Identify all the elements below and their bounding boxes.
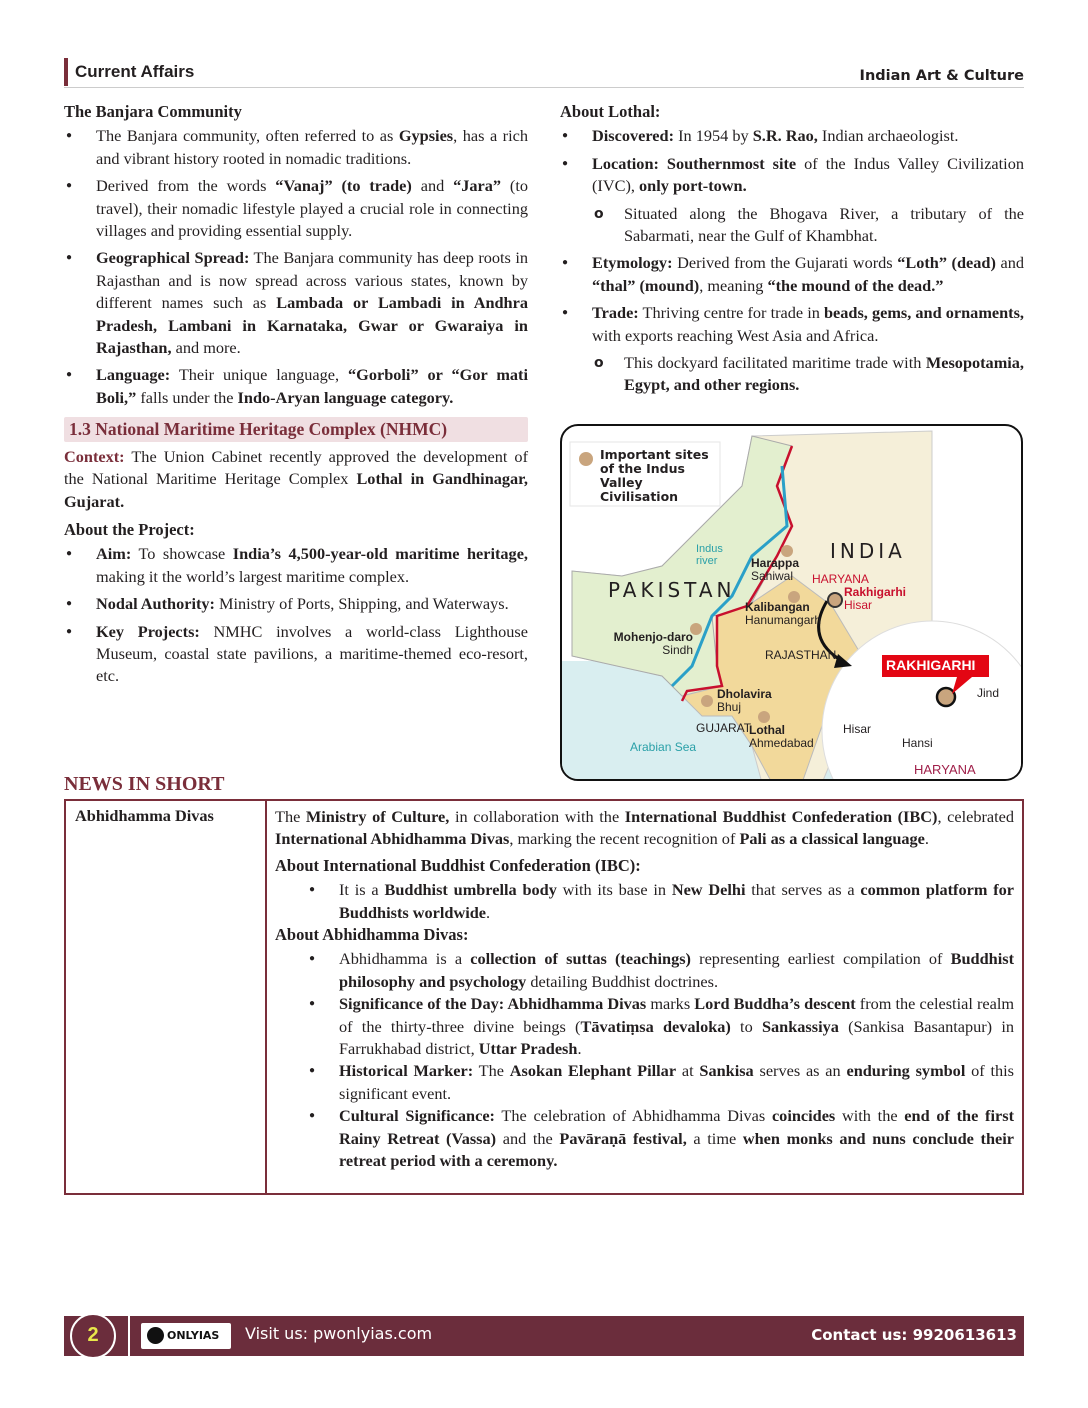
list-item [64, 543, 528, 588]
text: serves as an [753, 1061, 847, 1081]
bold-text: “thal” (mound) [592, 275, 700, 295]
bold-text: beads, gems, and ornaments, [823, 303, 1024, 323]
news-in-short-title: NEWS IN SHORT [64, 773, 225, 795]
text: and [411, 176, 454, 196]
text: This dockyard facilitated maritime trade with [624, 353, 926, 373]
map-label-gujarat: GUJARAT [696, 721, 752, 735]
text: in collaboration with the [449, 807, 625, 826]
text: (Sankisa Basantapur) in Farrukhabad district, [339, 1016, 1015, 1059]
lothal-title: About Lothal: [560, 102, 661, 121]
text: (to travel), their nomadic lifestyle played a crucial role in connecting villages and providing essential supply. [96, 176, 529, 241]
footer [64, 1316, 1024, 1356]
nmhc-list [64, 543, 528, 687]
text: with the [835, 1106, 905, 1126]
text: from the celestial realm of the thirty-three divine beings ( [339, 994, 1015, 1036]
text: , celebrated [937, 807, 1014, 826]
text: Derived from the words [96, 176, 276, 196]
news-topic: Abhidhamma Divas [66, 801, 267, 1193]
list-item [560, 252, 1024, 297]
text: with exports reaching West Asia and Africa. [592, 325, 879, 345]
text: The [275, 807, 306, 826]
text: It is a [339, 880, 385, 900]
website-link[interactable]: Visit us: pwonlyias.com [245, 1324, 433, 1343]
banjara-list [64, 125, 528, 409]
text: and the [496, 1128, 560, 1148]
map-label-haryana: HARYANA [812, 572, 869, 586]
bold-text: Nodal Authority: [96, 594, 215, 614]
bold-text: “Loth” (dead) [897, 253, 996, 273]
bold-text: Buddhist philosophy and psychology [339, 949, 1015, 991]
list-item [64, 364, 528, 409]
bold-text: Uttar Pradesh [478, 1039, 578, 1059]
abhidhamma-title: About Abhidhamma Divas: [275, 925, 469, 945]
bold-text: Cultural Significance: [339, 1106, 495, 1126]
news-table [64, 799, 1024, 1195]
list-item [560, 153, 1024, 198]
text: NMHC involves a world-class Lighthouse Museum, coastal state pavilions, a maritime-themed eco-resort, etc. [96, 621, 528, 686]
inset-label-rakhigarhi: RAKHIGARHI [886, 657, 976, 673]
text: Their unique language, [170, 365, 349, 385]
text: with its base in [556, 880, 672, 900]
sub-list-item [560, 203, 1024, 248]
bold-text: “Gorboli” or “Gor mati Boli,” [96, 365, 528, 407]
text: , meaning [699, 275, 768, 295]
bold-text: Gypsies [398, 126, 454, 146]
bold-text: “Vanaj” (to trade) [275, 176, 412, 196]
bold-text: Asokan Elephant Pillar [509, 1061, 677, 1081]
bold-text: Tāvatiṃsa devaloka) [580, 1016, 731, 1036]
list-item [64, 247, 528, 359]
map-label-pakistan: PAKISTAN [608, 578, 736, 602]
text: In 1954 by [674, 126, 753, 146]
bold-text: collection of suttas (teachings) [470, 949, 691, 969]
list-item [275, 948, 1014, 993]
bold-text: Trade: [592, 303, 639, 323]
inset-label-jind: Jind [977, 686, 1000, 700]
list-item [275, 879, 1014, 924]
site-rakhigarhi: Rakhigarhi Hisar [844, 585, 907, 612]
text: . [486, 902, 491, 922]
map-label-india: INDIA [830, 539, 906, 563]
bold-text: only port-town. [639, 176, 747, 196]
text: of this significant event. [339, 1061, 1015, 1103]
text: and more. [171, 338, 241, 358]
text: Indian archaeologist. [817, 126, 959, 146]
text: a time [686, 1128, 743, 1148]
bold-text: India’s 4,500-year-old maritime heritage, [232, 544, 528, 564]
list-item [275, 1105, 1014, 1172]
bold-text: coincides [771, 1106, 836, 1126]
list-item [560, 125, 1024, 147]
bold-text: Significance of the Day: Abhidhamma Divas [339, 994, 647, 1014]
bold-text: “the mound of the dead.” [767, 275, 944, 295]
text: of the Indus Valley Civilization (IVC), [592, 153, 1024, 196]
text: falls under the [136, 387, 238, 407]
text: Situated along the Bhogava River, a tributary of the Sabarmati, near the Gulf of Khambhat. [624, 203, 1024, 246]
bold-text: Mesopotamia, Egypt, and other regions. [624, 353, 1024, 395]
footer-divider [128, 1316, 130, 1356]
abhidhamma-list [275, 948, 1014, 1172]
text: To showcase [131, 544, 233, 564]
right-column [560, 101, 1024, 402]
bold-text: Sankassiya [761, 1016, 839, 1036]
bold-text: Location: Southernmost site [592, 153, 797, 173]
banjara-title: The Banjara Community [64, 102, 242, 121]
bold-text: International Abhidhamma Divas [275, 829, 510, 849]
list-item [64, 621, 528, 688]
text: The Banjara community, often referred to as [96, 126, 399, 146]
text: , marking the recent recognition of [509, 829, 740, 849]
sub-list-item [560, 352, 1024, 397]
indus-valley-map [560, 424, 1023, 781]
text: . [924, 829, 929, 849]
nmhc-heading: 1.3 National Maritime Heritage Complex (NHMC) [64, 417, 528, 441]
site-kalibangan: Kalibangan Hanumangarh [745, 600, 822, 627]
ibc-list [275, 879, 1014, 924]
text: that serves as a [745, 880, 861, 900]
list-item [275, 1060, 1014, 1105]
bold-text: New Delhi [671, 880, 746, 900]
onlyias-logo: ONLYIAS [141, 1323, 231, 1349]
contact-number: Contact us: 9920613613 [811, 1326, 1017, 1344]
text: Abhidhamma is a [339, 949, 471, 969]
bold-text: Pali as a classical language [739, 829, 925, 849]
list-item [275, 993, 1014, 1060]
inset-label-hansi: Hansi [902, 736, 933, 750]
text: The Banjara community has deep roots in Rajasthan and is now spread across various states, known by different names such as [96, 248, 528, 313]
bold-text: Language: [96, 365, 171, 385]
text: Ministry of Ports, Shipping, and Waterways. [214, 594, 509, 614]
site-lothal: Lothal Ahmedabad [749, 723, 814, 750]
bold-text: S.R. Rao, [752, 126, 818, 146]
bold-text: Sankisa [699, 1061, 754, 1081]
about-project-title: About the Project: [64, 519, 195, 539]
left-column [64, 101, 528, 693]
bold-text: Buddhist umbrella body [384, 880, 557, 900]
nmhc-context [64, 446, 528, 513]
text: making it the world’s largest maritime complex. [96, 566, 410, 586]
bold-text: Geographical Spread: [96, 248, 250, 268]
bold-text: Ministry of Culture, [305, 807, 450, 826]
lothal-list [560, 125, 1024, 396]
bold-text: common platform for Buddhists worldwide [339, 880, 1014, 922]
site-harappa: Harappa Sahiwal [751, 556, 800, 583]
text: The [473, 1061, 510, 1081]
text: Thriving centre for trade in [638, 303, 824, 323]
list-item [560, 302, 1024, 347]
bold-text: end of the first Rainy Retreat (Vassa) [339, 1106, 1014, 1148]
text: . [577, 1039, 582, 1059]
text: The celebration of Abhidhamma Divas [494, 1106, 772, 1126]
bold-text: Context: [64, 446, 125, 466]
bold-text: Discovered: [592, 126, 674, 146]
list-item [64, 175, 528, 242]
bold-text: Historical Marker: [339, 1061, 474, 1081]
text: and [995, 253, 1024, 273]
inset-label-haryana: HARYANA [914, 762, 976, 777]
bold-text: Lambada or Lambadi in Andhra Pradesh, Lambani in Karnataka, Gwar or Gwaraiya in Rajasthan, [96, 293, 528, 358]
bold-text: Key Projects: [96, 621, 200, 641]
bold-text: Lord Buddha’s descent [694, 994, 856, 1014]
text: at [676, 1061, 700, 1081]
legend-dot-icon [579, 452, 593, 466]
text: marks [646, 994, 695, 1014]
inset-label-hisar: Hisar [843, 722, 872, 736]
bold-text: Indo-Aryan language category. [237, 387, 454, 407]
map-label-rajasthan: RAJASTHAN [765, 648, 837, 662]
site-mohenjo-daro: Mohenjo-daro Sindh [613, 630, 693, 657]
header-divider [64, 87, 1024, 88]
text: detailing Buddhist doctrines. [526, 971, 719, 991]
bold-text: International Buddhist Confederation (IBC) [624, 807, 938, 826]
map-label-sea: Arabian Sea [630, 740, 697, 754]
text: The Union Cabinet recently approved the development of the National Maritime Heritage Complex [64, 446, 528, 489]
bold-text: Etymology: [592, 253, 673, 273]
bold-text: Pavāraṇā festival, [559, 1128, 687, 1148]
news-intro [275, 806, 1014, 851]
page-number: 2 [70, 1313, 116, 1359]
news-content [267, 801, 1022, 1193]
map-label-river: Indus river [696, 543, 723, 567]
text: representing earliest compilation of [690, 949, 951, 969]
site-dholavira: Dholavira Bhuj [717, 687, 772, 714]
subject-label: Indian Art & Culture [859, 68, 1024, 84]
bold-text: Aim: [96, 544, 132, 564]
list-item [64, 593, 528, 615]
ibc-title: About International Buddhist Confederation (IBC): [275, 855, 641, 875]
bold-text: when monks and nuns conclude their retreat period with a ceremony. [339, 1128, 1014, 1171]
text: , has a rich and vibrant history rooted in nomadic traditions. [96, 126, 528, 168]
map-legend: Important sites of the Indus Valley Civilisation [600, 447, 709, 504]
bold-text: enduring symbol [846, 1061, 966, 1081]
text: Derived from the Gujarati words [672, 253, 898, 273]
bold-text: Lothal in Gandhinagar, Gujarat. [64, 469, 528, 511]
text: to [730, 1016, 762, 1036]
list-item [64, 125, 528, 170]
section-label: Current Affairs [64, 58, 194, 86]
bold-text: “Jara” [453, 176, 502, 196]
